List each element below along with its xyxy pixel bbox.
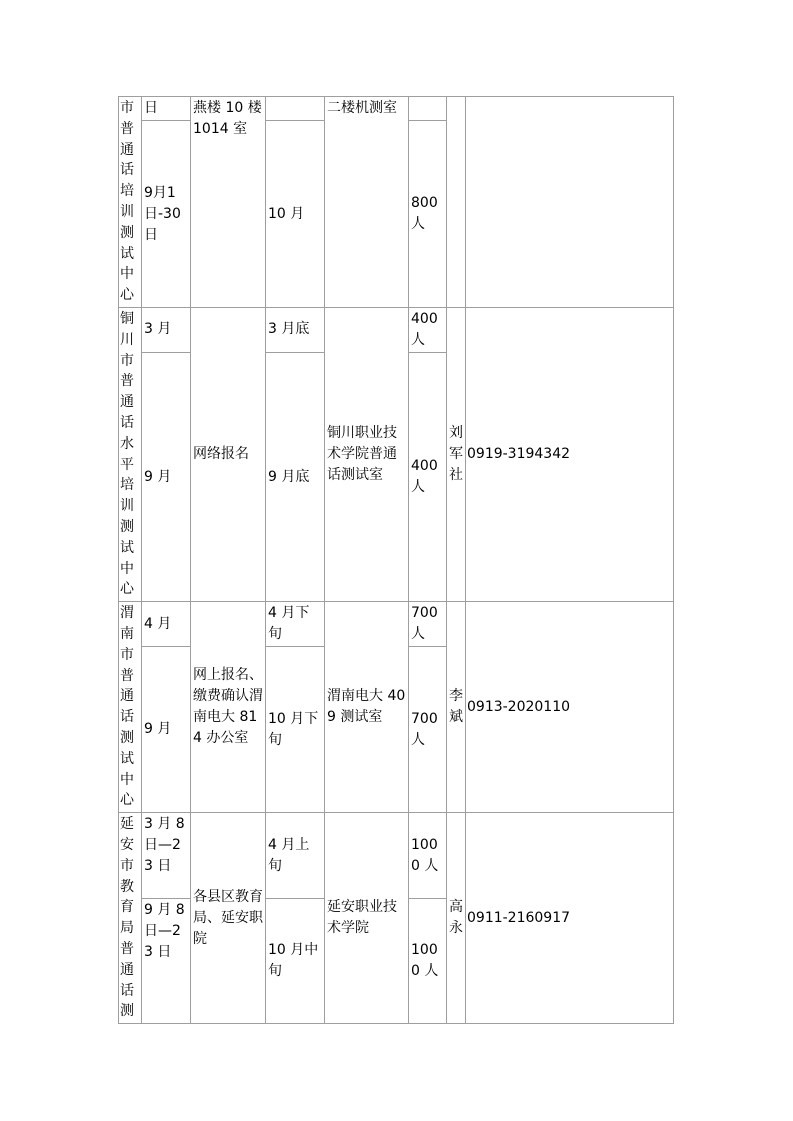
phone-cell: 0913-2020110: [466, 602, 674, 813]
phone-cell: [466, 97, 674, 308]
registration-date-cell: 9 月 8 日—23 日: [142, 898, 191, 1023]
registration-date-cell: 9月1日-30日: [142, 121, 191, 308]
unit-cell: 延安市教育局普通话测: [119, 813, 142, 1024]
exam-time-cell: 4 月上旬: [266, 813, 325, 899]
count-cell: 700 人: [409, 602, 447, 647]
exam-time-cell: 10 月中旬: [266, 898, 325, 1023]
exam-time-cell: 3 月底: [266, 307, 325, 352]
contact-cell: 李斌: [447, 602, 466, 813]
exam-place-cell: 渭南电大 409 测试室: [325, 602, 409, 813]
registration-method-cell: 燕楼 10 楼 1014 室: [191, 97, 266, 308]
exam-time-cell: 10 月: [266, 121, 325, 308]
registration-method-cell: 网络报名: [191, 307, 266, 601]
exam-time-cell: [266, 97, 325, 121]
phone-cell: 0919-3194342: [466, 307, 674, 601]
exam-time-cell: 4 月下旬: [266, 602, 325, 647]
registration-date-cell: 9 月: [142, 647, 191, 813]
registration-date-cell: 4 月: [142, 602, 191, 647]
registration-date-cell: 9 月: [142, 352, 191, 601]
registration-date-cell: 日: [142, 97, 191, 121]
count-cell: 700 人: [409, 647, 447, 813]
registration-table: [118, 96, 674, 1024]
unit-cell: 渭南市普通话测试中心: [119, 602, 142, 813]
registration-method-cell: 网上报名、缴费确认渭南电大 814 办公室: [191, 602, 266, 813]
exam-place-cell: 延安职业技术学院: [325, 813, 409, 1024]
unit-cell: 铜川市普通话水平培训测试中心: [119, 307, 142, 601]
count-cell: [409, 97, 447, 121]
registration-date-cell: 3 月 8 日—23 日: [142, 813, 191, 899]
contact-cell: 刘军社: [447, 307, 466, 601]
exam-place-cell: 二楼机测室: [325, 97, 409, 308]
count-cell: 1000 人: [409, 898, 447, 1023]
registration-date-cell: 3 月: [142, 307, 191, 352]
contact-cell: 高永: [447, 813, 466, 1024]
exam-time-cell: 9 月底: [266, 352, 325, 601]
count-cell: 400 人: [409, 307, 447, 352]
count-cell: 1000 人: [409, 813, 447, 899]
phone-cell: 0911-2160917: [466, 813, 674, 1024]
exam-place-cell: 铜川职业技术学院普通话测试室: [325, 307, 409, 601]
count-cell: 400 人: [409, 352, 447, 601]
contact-cell: [447, 97, 466, 308]
count-cell: 800 人: [409, 121, 447, 308]
registration-method-cell: 各县区教育局、延安职院: [191, 813, 266, 1024]
exam-time-cell: 10 月下旬: [266, 647, 325, 813]
unit-cell: 市普通话培训测试中心: [119, 97, 142, 308]
